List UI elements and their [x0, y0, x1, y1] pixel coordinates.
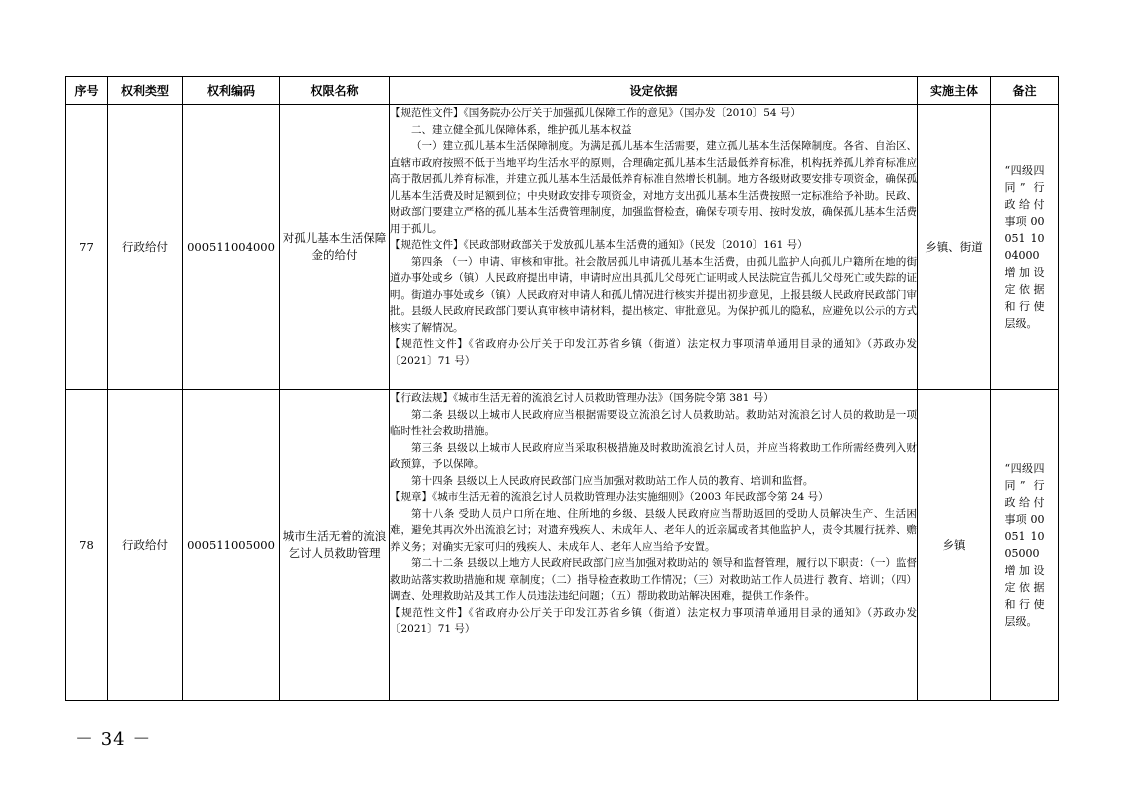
row-note	[991, 390, 1059, 701]
basis-article: 二、建立健全孤儿保障体系，维护孤儿基本权益	[411, 123, 632, 136]
header-seq: 序号	[66, 77, 108, 105]
row-note-text: “四级四同” 行政给付事项 00051 1005000 增加设定依据和行使层级。	[1004, 462, 1045, 628]
row-basis	[390, 105, 918, 390]
basis-article: 第十八条 受助人员户口所在地、住所地的乡级、县级人民政府应当帮助返回的受助人员解决生产、生活困难，避免其再次外出流浪乞讨；对遗弃残疾人、未成年人、老年人的近亲属或者其他监护人，责令其履行抚养、赡养义务；对确实无家可归的残疾人、未成年人、老年人应当给予安置。	[390, 507, 917, 553]
basis-article: 第二十二条 县级以上地方人民政府民政部门应当加强对救助站的 领导和监督管理，履行以下职责：（一）监督救助站落实救助措施和规 章制度；（二）指导检查救助工作情况；（三）对救助站工作人员进行 教育、培训；（四）调查、处理救助站及其工作人员违法违纪问题；（五）帮助救助站解决困难，提供工作条件。	[390, 557, 917, 602]
row-basis	[390, 390, 918, 701]
table-row	[66, 105, 1059, 390]
row-type: 行政给付	[108, 390, 183, 701]
header-code: 权利编码	[183, 77, 280, 105]
row-note-text: “四级四同” 行政给付事项 00051 1004000 增加设定依据和行使层级。	[1004, 164, 1045, 330]
row-code: 000511004000	[183, 105, 280, 390]
basis-source: 【规范性文件】《民政部财政部关于发放孤儿基本生活费的通知》（民发〔2010〕161 号）	[390, 239, 808, 251]
basis-article: 第十四条 县级以上人民政府民政部门应当加强对救助站工作人员的教育、培训和监督。	[411, 474, 814, 487]
basis-source: 【规章】《城市生活无着的流浪乞讨人员救助管理办法实施细则》（2003 年民政部令第 24 号）	[390, 491, 829, 503]
header-note: 备注	[991, 77, 1059, 105]
basis-article: 第三条 县级以上城市人民政府应当采取积极措施及时救助流浪乞讨人员，并应当将救助工作所需经费列入财政预算，予以保障。	[390, 441, 917, 470]
basis-article: （一）建立孤儿基本生活保障制度。为满足孤儿基本生活需要，建立孤儿基本生活保障制度。各省、自治区、直辖市政府按照不低于当地平均生活水平的原则，合理确定孤儿基本生活最低养育标准，机构抚养孤儿养育标准应高于散居孤儿养育标准，并建立孤儿基本生活最低养育标准自然增长机制。地方各级财政要安排专项资金，确保孤儿基本生活费及时足额到位；中央财政安排专项资金，对地方支出孤儿基本生活费按照一定标准给予补助。民政、财政部门要建立严格的孤儿基本生活费管理制度，加强监督检查，确保专项专用、按时发放，确保孤儿基本生活费用于孤儿。	[390, 140, 917, 235]
header-type: 权利类型	[108, 77, 183, 105]
row-subject: 乡镇、街道	[918, 105, 991, 390]
rights-table	[65, 76, 1059, 701]
basis-article: 第二条 县级以上城市人民政府应当根据需要设立流浪乞讨人员救助站。救助站对流浪乞讨人员的救助是一项临时性社会救助措施。	[390, 408, 917, 437]
row-name: 城市生活无着的流浪乞讨人员救助管理	[280, 390, 390, 701]
row-subject: 乡镇	[918, 390, 991, 701]
page-number: － 34 －	[75, 729, 152, 750]
header-basis: 设定依据	[390, 77, 918, 105]
header-name: 权限名称	[280, 77, 390, 105]
row-name: 对孤儿基本生活保障金的给付	[280, 105, 390, 390]
basis-source: 【规范性文件】《国务院办公厅关于加强孤儿保障工作的意见》（国办发〔2010〕54 号）	[390, 107, 801, 119]
basis-source: 【规范性文件】《省政府办公厅关于印发江苏省乡镇（街道）法定权力事项清单通用目录的通知》（苏政办发〔2021〕71 号）	[390, 338, 917, 367]
row-seq: 77	[66, 105, 108, 390]
header-subject: 实施主体	[918, 77, 991, 105]
basis-source: 【行政法规】《城市生活无着的流浪乞讨人员救助管理办法》（国务院令第 381 号）	[390, 392, 774, 404]
basis-source: 【规范性文件】《省政府办公厅关于印发江苏省乡镇（街道）法定权力事项清单通用目录的通知》（苏政办发〔2021〕71 号）	[390, 606, 917, 635]
row-note	[991, 105, 1059, 390]
row-code: 000511005000	[183, 390, 280, 701]
row-type: 行政给付	[108, 105, 183, 390]
table-row	[66, 390, 1059, 701]
row-seq: 78	[66, 390, 108, 701]
basis-article: 第四条 （一）申请、审核和审批。社会散居孤儿申请孤儿基本生活费，由孤儿监护人向孤儿户籍所在地的街道办事处或乡（镇）人民政府提出申请，申请时应出具孤儿父母死亡证明或人民法院宣告孤儿父母死亡或失踪的证明。街道办事处或乡（镇）人民政府对申请人和孤儿情况进行核实并提出初步意见，上报县级人民政府民政部门审批。县级人民政府民政部门要认真审核申请材料，提出核定、审批意见。为保护孤儿的隐私，应避免以公示的方式核实了解情况。	[390, 255, 917, 334]
table-header-row	[66, 77, 1059, 105]
